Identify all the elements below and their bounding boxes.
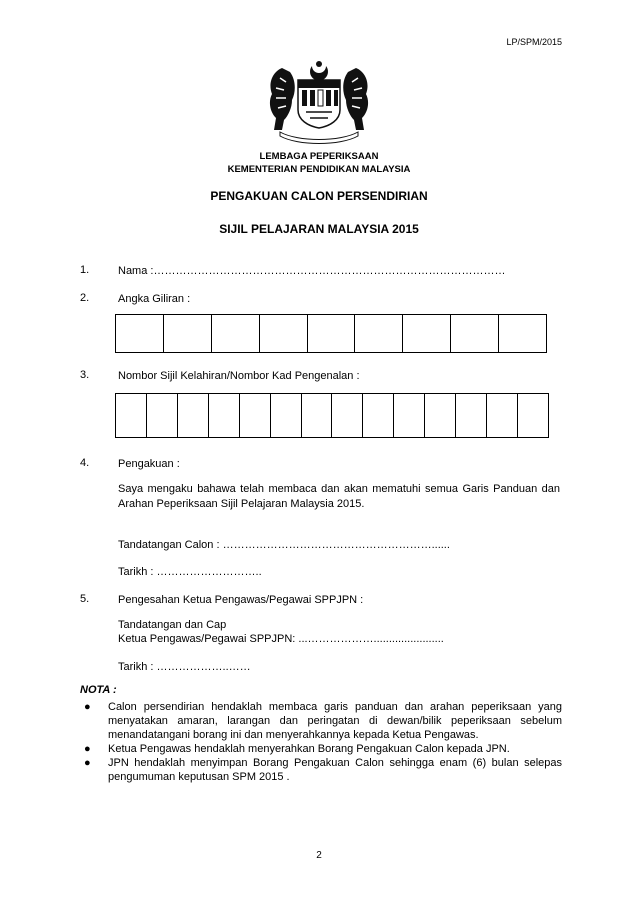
item-number-2: 2. [80,292,90,304]
index-number-box[interactable] [116,315,164,352]
index-number-box[interactable] [308,315,356,352]
org-line-2: KEMENTERIAN PENDIDIKAN MALAYSIA [227,164,411,175]
id-number-box[interactable] [178,394,209,437]
index-number-box[interactable] [403,315,451,352]
id-number-box[interactable] [147,394,178,437]
index-number-box[interactable] [212,315,260,352]
note-text: Ketua Pengawas hendaklah menyerahkan Borang Pengakuan Calon kepada JPN. [108,743,510,755]
note-item [80,742,562,756]
item-number-1: 1. [80,264,90,276]
verification-sign-line-1: Tandatangan dan Cap [118,619,227,631]
index-number-box[interactable] [451,315,499,352]
organization-name [0,150,638,176]
notes-list [80,700,562,784]
bullet-icon: ● [84,743,91,755]
id-number-boxes[interactable] [115,393,549,438]
id-number-label: Nombor Sijil Kelahiran/Nombor Kad Pengenalan : [118,370,360,382]
candidate-date-field[interactable]: Tarikh : ……………………….. [118,566,262,578]
form-title: PENGAKUAN CALON PERSENDIRIAN [210,189,428,203]
id-number-box[interactable] [209,394,240,437]
verification-date-field[interactable]: Tarikh : ………………..…… [118,661,251,673]
index-number-box[interactable] [260,315,308,352]
index-number-label: Angka Giliran : [118,293,191,305]
id-number-box[interactable] [394,394,425,437]
item-number-5: 5. [80,593,90,605]
index-number-box[interactable] [355,315,403,352]
id-number-box[interactable] [271,394,302,437]
id-number-box[interactable] [302,394,333,437]
id-number-box[interactable] [363,394,394,437]
declaration-text: Saya mengaku bahawa telah membaca dan akan mematuhi semua Garis Panduan dan Arahan Peperiksaan Sijil Pelajaran Malaysia 2015. [118,483,560,510]
id-number-box[interactable] [332,394,363,437]
id-number-box[interactable] [116,394,147,437]
id-number-box[interactable] [425,394,456,437]
id-number-box[interactable] [518,394,548,437]
item-number-3: 3. [80,369,90,381]
note-item [80,756,562,784]
index-number-boxes[interactable] [115,314,547,353]
declaration-label: Pengakuan : [118,458,180,470]
verification-signature-field[interactable]: Ketua Pengawas/Pegawai SPPJPN: ...………………....................... [118,633,444,645]
note-text: JPN hendaklah menyimpan Borang Pengakuan Calon sehingga enam (6) bulan selepas pengumuman keputusan SPM 2015 . [108,757,562,783]
org-line-1: LEMBAGA PEPERIKSAAN [259,151,379,162]
index-number-box[interactable] [499,315,546,352]
note-item [80,700,562,742]
page-number: 2 [316,850,322,861]
verification-label: Pengesahan Ketua Pengawas/Pegawai SPPJPN : [118,594,364,606]
note-text: Calon persendirian hendaklah membaca garis panduan dan arahan peperiksaan yang menyatakan amaran, larangan dan peringatan di dewan/bilik peperiksaan sebelum menandatangani borang ini dan menyerahkannya kepada Ketua Pengawas. [108,701,562,741]
bullet-icon: ● [84,701,91,713]
document-code: LP/SPM/2015 [506,37,562,47]
bullet-icon: ● [84,757,91,769]
form-subtitle: SIJIL PELAJARAN MALAYSIA 2015 [219,222,419,236]
name-field-label[interactable]: Nama :…………………………………………………………………………………… [118,265,506,277]
id-number-box[interactable] [487,394,518,437]
coat-of-arms-logo [262,58,376,144]
candidate-signature-field[interactable]: Tandatangan Calon : …………………………………………………...... [118,539,450,551]
index-number-box[interactable] [164,315,212,352]
id-number-box[interactable] [456,394,487,437]
id-number-box[interactable] [240,394,271,437]
item-number-4: 4. [80,457,90,469]
notes-heading: NOTA : [80,684,117,696]
